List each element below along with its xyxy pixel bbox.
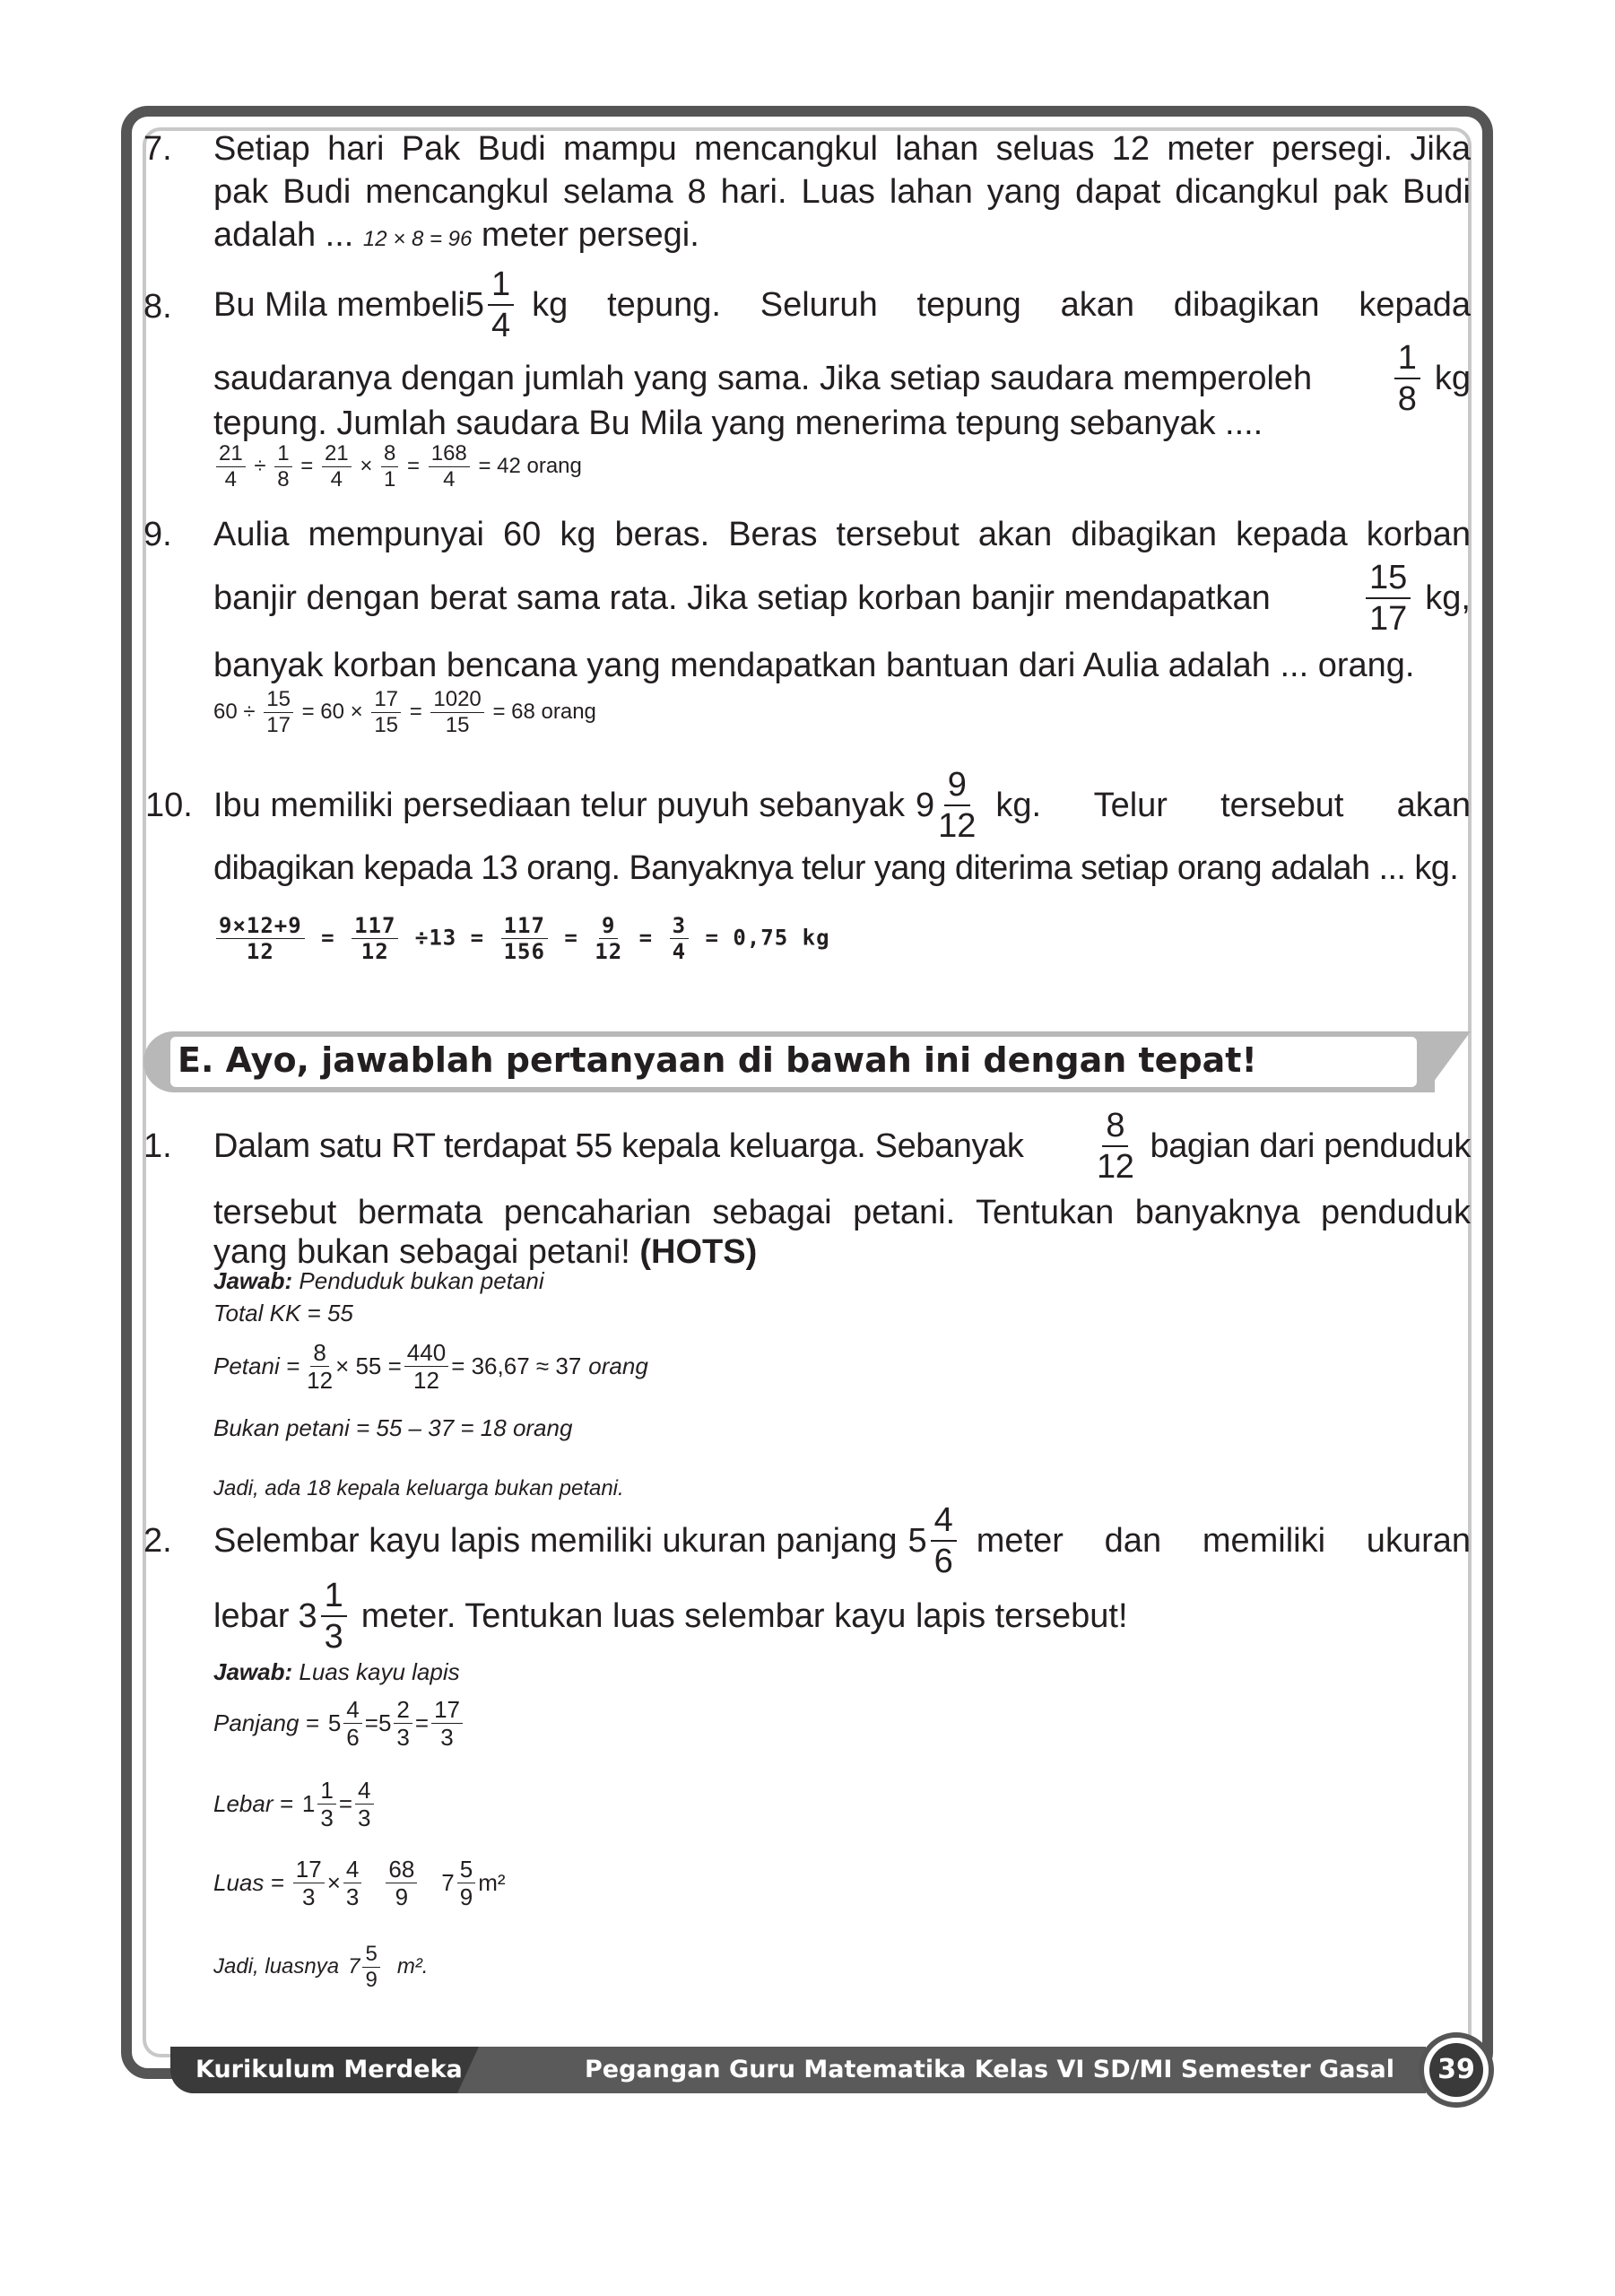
text-segment: = 60 ×: [301, 699, 363, 724]
operator: =: [638, 925, 654, 951]
fraction: [274, 443, 291, 491]
fraction-whole: 9: [915, 787, 935, 824]
fraction-denominator: 4: [491, 307, 511, 344]
answer-line: [213, 1335, 648, 1397]
fraction-denominator: 3: [396, 1723, 410, 1751]
fraction-denominator: 4: [224, 467, 238, 491]
fraction-numerator: 1020: [430, 689, 483, 713]
section-bar-arrow: [1426, 1031, 1471, 1092]
answer-result: = 68 orang: [492, 699, 596, 724]
answer-conclusion: Jadi, ada 18 kepala keluarga bukan petani.: [213, 1476, 624, 1500]
question-number: 10.: [145, 787, 193, 824]
fraction-denominator: 4: [443, 467, 456, 491]
fraction-denominator: 3: [345, 1883, 360, 1910]
hots-label: (HOTS): [639, 1233, 758, 1271]
text-segment: Dalam satu RT terdapat 55 kepala keluarga. Sebanyak: [213, 1127, 1024, 1165]
question-text-line: [213, 1575, 1471, 1657]
fraction-whole: 1: [301, 1790, 316, 1817]
fraction-whole: 5: [465, 286, 485, 324]
fraction-denominator: 17: [266, 713, 291, 737]
text-segment: Petani =: [213, 1352, 300, 1379]
mixed-fraction: [465, 267, 517, 343]
fraction-denominator: 17: [1369, 600, 1408, 638]
answer-title: Penduduk bukan petani: [299, 1267, 544, 1294]
fraction-denominator: 9: [365, 1967, 378, 1992]
fraction: [431, 1695, 463, 1751]
question-text-line: [213, 1105, 1471, 1187]
footer-book-title: Pegangan Guru Matematika Kelas VI SD/MI Semester Gasal: [585, 2056, 1394, 2083]
fraction: [488, 267, 514, 343]
question-text-line: [213, 265, 1471, 344]
fraction-numerator: 8: [381, 443, 398, 467]
answer-line: [213, 1851, 506, 1914]
fraction-numerator: 4: [343, 1857, 361, 1883]
text-segment: Lebar =: [213, 1790, 293, 1817]
fraction: [317, 1776, 335, 1831]
fraction-denominator: 12: [1097, 1148, 1134, 1186]
operator: =: [321, 925, 335, 951]
fraction-numerator: 17: [371, 689, 401, 713]
fraction-denominator: 15: [445, 713, 470, 737]
fraction-whole: 3: [298, 1597, 317, 1635]
text-segment: adalah ...: [213, 216, 354, 254]
fraction-denominator: 4: [330, 467, 343, 491]
fraction-numerator: 15: [264, 689, 293, 713]
operator: ÷13 =: [414, 925, 485, 951]
fraction-numerator: 17: [431, 1698, 463, 1724]
fraction-numerator: 1: [317, 1779, 335, 1805]
fraction-denominator: 3: [440, 1723, 454, 1751]
fraction: [404, 1338, 448, 1394]
text-segment: kg,: [1425, 579, 1471, 617]
fraction-denominator: 6: [346, 1723, 360, 1751]
text-segment: Jadi, luasnya: [213, 1954, 340, 1979]
operator: ÷: [254, 453, 266, 478]
fraction: [307, 1338, 334, 1394]
fraction-whole: 7: [348, 1954, 360, 1979]
question-number: 9.: [143, 516, 172, 553]
question-text-line: pak Budi mencangkul selama 8 hari. Luas lahan yang dapat dicangkul pak Budi: [213, 173, 1471, 211]
answer-working: [213, 689, 596, 736]
fraction-numerator: 4: [355, 1779, 373, 1805]
text-segment: yang bukan sebagai petani!: [213, 1233, 630, 1271]
answer-line: [213, 1692, 465, 1754]
fraction-numerator: 117: [501, 915, 548, 939]
text-segment: kg. Telur tersebut akan: [995, 787, 1471, 824]
fraction-whole: 5: [907, 1522, 927, 1560]
answer-line: [213, 1772, 377, 1835]
fraction-numerator: 9: [599, 915, 618, 939]
question-text-line: tepung. Jumlah saudara Bu Mila yang menerima tepung sebanyak ....: [213, 404, 1263, 442]
answer-line: Bukan petani = 55 – 37 = 18 orang: [213, 1414, 573, 1441]
fraction: [381, 443, 398, 491]
fraction: [355, 1776, 373, 1831]
answer-conclusion: [213, 1935, 428, 1998]
fraction-denominator: 3: [324, 1618, 343, 1656]
text-segment: bagian dari penduduk: [1150, 1127, 1471, 1165]
question-7: [143, 127, 1471, 262]
fraction-denominator: 12: [360, 939, 389, 964]
question-text-line: banyak korban bencana yang mendapatkan bantuan dari Aulia adalah ... orang.: [213, 647, 1415, 684]
fraction: [1097, 1109, 1133, 1184]
mixed-fraction: [299, 1578, 351, 1654]
fraction-denominator: 3: [320, 1804, 334, 1831]
fraction-denominator: 12: [307, 1366, 334, 1394]
fraction: [670, 915, 689, 962]
operator: ×: [360, 453, 373, 478]
fraction: [501, 915, 548, 962]
text-segment: Bu Mila membeli: [213, 286, 465, 324]
answer-title: Luas kayu lapis: [299, 1658, 460, 1685]
text-segment: meter. Tentukan luas selembar kayu lapis tersebut!: [360, 1597, 1128, 1635]
fraction: [386, 1857, 417, 1909]
fraction-numerator: 5: [457, 1857, 475, 1883]
question-number: 7.: [143, 130, 172, 168]
fraction-numerator: 1: [274, 443, 291, 467]
fraction-numerator: 8: [310, 1341, 328, 1367]
fraction: [931, 1503, 957, 1578]
fraction: [457, 1857, 475, 1909]
fraction-numerator: 5: [362, 1944, 379, 1968]
unit: m²: [478, 1869, 506, 1896]
operator: =: [407, 453, 421, 478]
text-segment: 60 ÷: [213, 699, 256, 724]
text-segment: = 36,67 ≈ 37: [451, 1352, 582, 1379]
fraction-numerator: 9×12+9: [216, 915, 305, 939]
operator: =: [300, 453, 314, 478]
fraction: [343, 1695, 361, 1751]
fraction-numerator: 4: [931, 1503, 957, 1542]
mixed-fraction: [908, 1503, 960, 1578]
fraction-numerator: 117: [352, 915, 398, 939]
answer-result: = 0,75 kg: [705, 925, 830, 951]
fraction-denominator: 15: [374, 713, 399, 737]
text-segment: orang: [588, 1352, 648, 1379]
text-segment: meter persegi.: [481, 216, 699, 254]
fraction-numerator: 1: [488, 267, 514, 306]
operator: =: [564, 925, 578, 951]
fraction-numerator: 168: [429, 443, 470, 467]
footer-bar: [170, 2047, 1426, 2093]
page-number: 39: [1429, 2043, 1483, 2097]
fraction-denominator: 12: [938, 807, 977, 845]
fraction: [938, 768, 976, 843]
operator: =: [409, 699, 422, 724]
answer-inline: 12 × 8 = 96: [362, 227, 473, 251]
fraction: [343, 1857, 361, 1909]
text-segment: kg tepung. Seluruh tepung akan dibagikan kepada: [532, 286, 1471, 324]
fraction: [216, 443, 246, 491]
text-segment: Ibu memiliki persediaan telur puyuh sebanyak: [213, 787, 905, 824]
text-segment: Luas =: [213, 1869, 284, 1896]
fraction-denominator: 12: [595, 939, 623, 964]
text-segment: Selembar kayu lapis memiliki ukuran panjang: [213, 1522, 898, 1560]
answer-label: Jawab:: [213, 1658, 293, 1685]
question-text-line: dibagikan kepada 13 orang. Banyaknya telur yang diterima setiap orang adalah ... kg.: [213, 849, 1459, 887]
fraction-whole: 7: [441, 1869, 455, 1896]
answer-working: [213, 443, 582, 491]
fraction: [1366, 561, 1411, 636]
unit: m².: [396, 1954, 429, 1979]
footer-curriculum: Kurikulum Merdeka: [195, 2056, 463, 2083]
question-10: [143, 764, 1471, 908]
answer-result: = 42 orang: [478, 453, 582, 478]
text-segment: saudaranya dengan jumlah yang sama. Jika setiap saudara memperoleh: [213, 360, 1313, 397]
fraction-numerator: 1: [321, 1578, 347, 1617]
fraction-numerator: 3: [670, 915, 689, 939]
text-segment: lebar: [213, 1597, 290, 1635]
question-e-1: [143, 1105, 1471, 1518]
fraction: [394, 1695, 412, 1751]
fraction-denominator: 156: [503, 939, 545, 964]
fraction: [430, 689, 483, 736]
question-text-line: Aulia mempunyai 60 kg beras. Beras tersebut akan dibagikan kepada korban: [213, 516, 1471, 553]
fraction: [595, 915, 622, 962]
fraction-denominator: 6: [933, 1543, 953, 1580]
fraction: [371, 689, 401, 736]
fraction: [352, 915, 398, 962]
answer-label: Jawab:: [213, 1267, 293, 1294]
fraction: [293, 1857, 325, 1909]
answer-working-handwritten: [213, 915, 830, 962]
answer-heading: [213, 1266, 544, 1295]
fraction-whole: 5: [378, 1709, 392, 1736]
operator: =: [338, 1790, 353, 1817]
question-e-2: [143, 1500, 1471, 2002]
operator: =: [364, 1709, 378, 1736]
question-number: 1.: [143, 1127, 172, 1165]
fraction-numerator: 9: [944, 768, 970, 806]
fraction-denominator: 3: [302, 1883, 316, 1910]
fraction: [429, 443, 470, 491]
fraction: [362, 1941, 379, 1992]
fraction-numerator: 4: [343, 1698, 361, 1724]
mixed-fraction: [916, 768, 979, 843]
fraction-denominator: 8: [277, 467, 290, 491]
fraction: [216, 915, 305, 962]
question-text-line: tersebut bermata pencaharian sebagai petani. Tentukan banyaknya penduduk: [213, 1194, 1471, 1231]
fraction-numerator: 21: [216, 443, 246, 467]
question-9: [143, 513, 1471, 755]
fraction-denominator: 12: [246, 939, 274, 964]
question-number: 2.: [143, 1522, 172, 1560]
page-number-badge: [1419, 2032, 1494, 2108]
fraction-denominator: 9: [395, 1883, 409, 1910]
question-text-line: [213, 213, 1471, 261]
question-text-line: [213, 1500, 1471, 1582]
fraction-numerator: 440: [404, 1341, 448, 1367]
question-8: [143, 265, 1471, 502]
operator: =: [414, 1709, 430, 1736]
fraction-numerator: 17: [293, 1857, 325, 1883]
fraction-numerator: 8: [1102, 1109, 1128, 1147]
answer-heading: [213, 1657, 460, 1686]
operator: ×: [326, 1869, 341, 1896]
fraction-denominator: 9: [459, 1883, 473, 1910]
fraction: [322, 443, 352, 491]
fraction-numerator: 15: [1366, 561, 1411, 599]
fraction-denominator: 1: [384, 467, 396, 491]
fraction-denominator: 4: [672, 939, 687, 964]
fraction-numerator: 21: [322, 443, 352, 467]
question-text-line: Setiap hari Pak Budi mampu mencangkul lahan seluas 12 meter persegi. Jika: [213, 130, 1471, 168]
fraction: [321, 1578, 347, 1654]
question-text-line: [213, 558, 1471, 639]
text-segment: meter dan memiliki ukuran: [976, 1522, 1471, 1560]
fraction-numerator: 68: [386, 1857, 417, 1883]
fraction-whole: 5: [327, 1709, 342, 1736]
text-segment: banjir dengan berat sama rata. Jika setiap korban banjir mendapatkan: [213, 579, 1271, 617]
text-segment: kg: [1434, 360, 1471, 397]
text-segment: Panjang =: [213, 1709, 319, 1736]
fraction: [264, 689, 293, 736]
section-title: E. Ayo, jawablah pertanyaan di bawah ini dengan tepat!: [178, 1040, 1257, 1080]
fraction-numerator: 1: [1394, 341, 1420, 379]
section-e-header: [143, 1031, 1471, 1092]
fraction-denominator: 3: [358, 1804, 371, 1831]
question-text-line: [213, 764, 1471, 847]
answer-line: Total KK = 55: [213, 1300, 353, 1326]
fraction-numerator: 2: [394, 1698, 412, 1724]
fraction-denominator: 12: [413, 1366, 439, 1394]
fraction-denominator: 8: [1397, 380, 1417, 418]
text-segment: × 55 =: [335, 1352, 402, 1379]
question-number: 8.: [143, 288, 172, 326]
